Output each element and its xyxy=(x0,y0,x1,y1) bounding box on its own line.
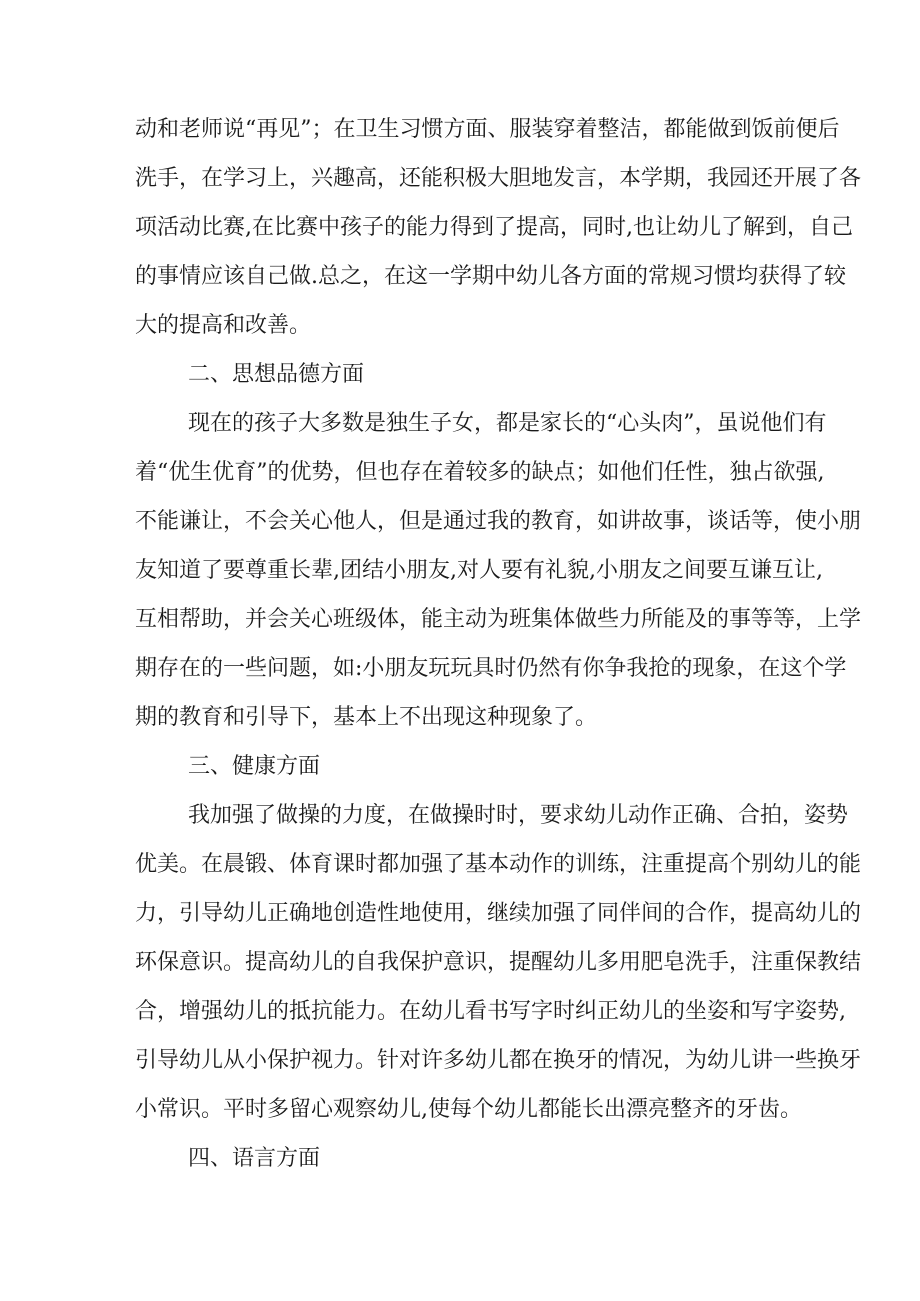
paragraph-1-line-1: 动和老师说“再见”；在卫生习惯方面、服装穿着整洁，都能做到饭前便后 xyxy=(135,117,840,142)
paragraph-3-line-6: 引导幼儿从小保护视力。针对许多幼儿都在换牙的情况，为幼儿讲一些换牙 xyxy=(135,1048,862,1073)
paragraph-2-line-3: 不能谦让，不会关心他人，但是通过我的教育，如讲故事，谈话等，使小朋 xyxy=(135,509,862,534)
paragraph-1-line-3: 项活动比赛,在比赛中孩子的能力得到了提高，同时,也让幼儿了解到，自己 xyxy=(135,215,853,240)
paragraph-3-line-7: 小常识。平时多留心观察幼儿,使每个幼儿都能长出漂亮整齐的牙齿。 xyxy=(135,1097,802,1122)
paragraph-3-line-2: 优美。在晨锻、体育课时都加强了基本动作的训练，注重提高个别幼儿的能 xyxy=(135,852,862,877)
paragraph-3-line-5: 合，增强幼儿的抵抗能力。在幼儿看书写字时纠正幼儿的坐姿和写字姿势, xyxy=(135,999,846,1024)
paragraph-3-line-3: 力，引导幼儿正确地创造性地使用，继续加强了同伴间的合作，提高幼儿的 xyxy=(135,901,862,926)
section-heading-language: 四、语言方面 xyxy=(188,1146,321,1171)
paragraph-2-line-2: 着“优生优育”的优势，但也存在着较多的缺点；如他们任性，独占欲强, xyxy=(135,460,825,485)
paragraph-1-line-4: 的事情应该自己做.总之，在这一学期中幼儿各方面的常规习惯均获得了较 xyxy=(135,264,846,289)
paragraph-2-line-1: 现在的孩子大多数是独生子女，都是家长的“心头肉”，虽说他们有 xyxy=(188,411,827,436)
paragraph-1-line-2: 洗手，在学习上，兴趣高，还能积极大胆地发言，本学期，我园还开展了各 xyxy=(135,166,862,191)
paragraph-2-line-6: 期存在的一些问题，如:小朋友玩玩具时仍然有你争我抢的现象，在这个学 xyxy=(135,656,847,681)
paragraph-1-line-5: 大的提高和改善。 xyxy=(135,313,312,338)
paragraph-3-line-4: 环保意识。提高幼儿的自我保护意识，提醒幼儿多用肥皂洗手，注重保教结 xyxy=(135,950,862,975)
section-heading-moral: 二、思想品德方面 xyxy=(188,362,365,387)
paragraph-3-line-1: 我加强了做操的力度，在做操时时，要求幼儿动作正确、合拍，姿势 xyxy=(188,803,849,828)
paragraph-2-line-4: 友知道了要尊重长辈,团结小朋友,对人要有礼貌,小朋友之间要互谦互让, xyxy=(135,558,823,583)
section-heading-health: 三、健康方面 xyxy=(188,754,321,779)
paragraph-2-line-5: 互相帮助，并会关心班级体，能主动为班集体做些力所能及的事等等，上学 xyxy=(135,607,862,632)
paragraph-2-line-7: 期的教育和引导下，基本上不出现这种现象了。 xyxy=(135,705,598,730)
